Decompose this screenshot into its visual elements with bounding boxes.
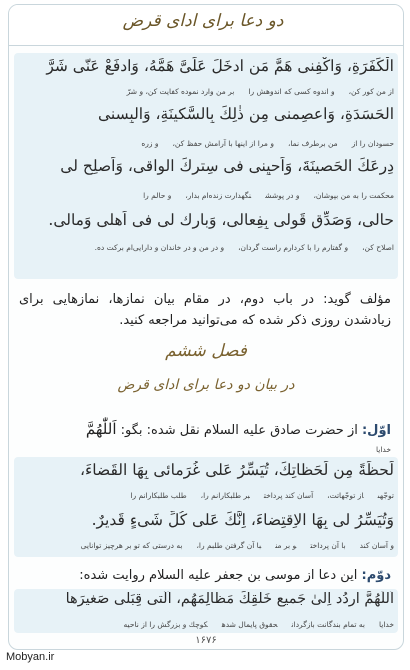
translation-line: حسودان را ازمن برطرف نما،و مرا از اينها با آرامش حفظ كن،و زره	[141, 139, 394, 148]
header-title: دو دعا برای ادای قرض	[122, 11, 284, 31]
arabic-line: اَللّٰهُمَّ اردُد اِلىٰ جَميعِ خَلقِكَ مَظالِمَهُم، اَلّتى قِبَلى صَغيرَها	[65, 591, 394, 607]
translation-line: توجّهىاز توجّهاتت،آسان كند پرداختبر طلبكارانم را،طلب طلبكارانم را	[130, 491, 394, 500]
translation-line: از من كور كن،و اندوه كسى كه اندوهش رابر من وارد نموده كفايت كن، و شرّ	[126, 87, 394, 96]
chapter-heading: فصل ششم	[165, 341, 247, 361]
second-intro-text: اين دعا از موسى بن جعفر عليه السلام روايت شده:	[79, 568, 358, 583]
page-number: ۱۶۷۶	[195, 635, 217, 646]
supplication-block-1	[14, 53, 398, 279]
chapter-subheading: در بيان دو دعا براى ادای قرض	[117, 377, 295, 393]
first-intro-text: از حضرت صادق عليه السلام نقل شده: بگو:	[120, 423, 358, 438]
translation-line: خدايابه تمام بندگانت بازگردانحقوق پايمال شدهكوچك و بزرگش را از ناحيه	[123, 620, 394, 629]
second-intro	[19, 565, 391, 586]
header-band	[9, 5, 403, 46]
supplication-block-2	[14, 457, 398, 557]
translation-line: و آسان كندبا آن پرداختو بر منبا آن گرفتن طلبم را،به درستى كه تو بر هرچيز توانايى	[80, 541, 394, 550]
first-intro	[19, 419, 391, 441]
first-intro-translation: خدايا	[375, 445, 391, 454]
arabic-line: وَتُيَسِّرُ لى بِهَا الاِقتِضاءَ، اِنَّكَ عَلى كُلِّ شَىءٍ قَديرٌ.	[91, 511, 394, 529]
supplication-block-3	[14, 589, 398, 633]
arabic-line: دِرعَكَ الحَصينَةَ، وَاَحيِنى فى سِترِكَ الواقى، وَاَصلِح لى	[60, 157, 394, 175]
page-frame	[8, 4, 404, 650]
arabic-line: لَحظَةً مِن لَحَظاتِكَ، تُيَسِّرُ عَلى غُرَمائى بِهَا القَضاءَ،	[80, 461, 394, 479]
first-lead: اوّل:	[361, 423, 391, 438]
first-intro-arabic: اَللّٰهُمَّ	[85, 420, 117, 438]
arabic-line: الحَسَدَةِ، وَاعصِمنى مِن ذٰلِكَ بِالسَّكينَةِ، وَالبِسنى	[97, 105, 394, 123]
translation-line: اصلاح كن،و گفتارم را با كردارم راست گردان،و در من و در خاندان و دارايى‌ام بركت ده.	[94, 243, 394, 252]
site-watermark: Mobyan.ir	[6, 651, 55, 663]
second-lead: دوّم:	[361, 568, 391, 583]
author-note: مؤلف گويد: در باب دوم، در مقام بيان نمازها، نمازهايى براى زيادشدن روزى ذكر شده كه مى‌توانيد مراجعه كنيد.	[19, 292, 391, 328]
arabic-line: الْكَفَرَةِ، وَاكْفِنى هَمَّ مَن ادخَلَ عَلَىَّ هَمَّهُ، وَادفَعْ عَنّى شَرَّ	[46, 57, 394, 75]
translation-line: محكمت را به من بپوشان،و در پوششنگهدارت زنده‌ام بدار،و حالم را	[143, 191, 394, 200]
arabic-line: حالى، وَصَدِّق قَولى بِفِعالى، وَبارِك لى فى اَهلى وَمالى.	[48, 211, 394, 229]
